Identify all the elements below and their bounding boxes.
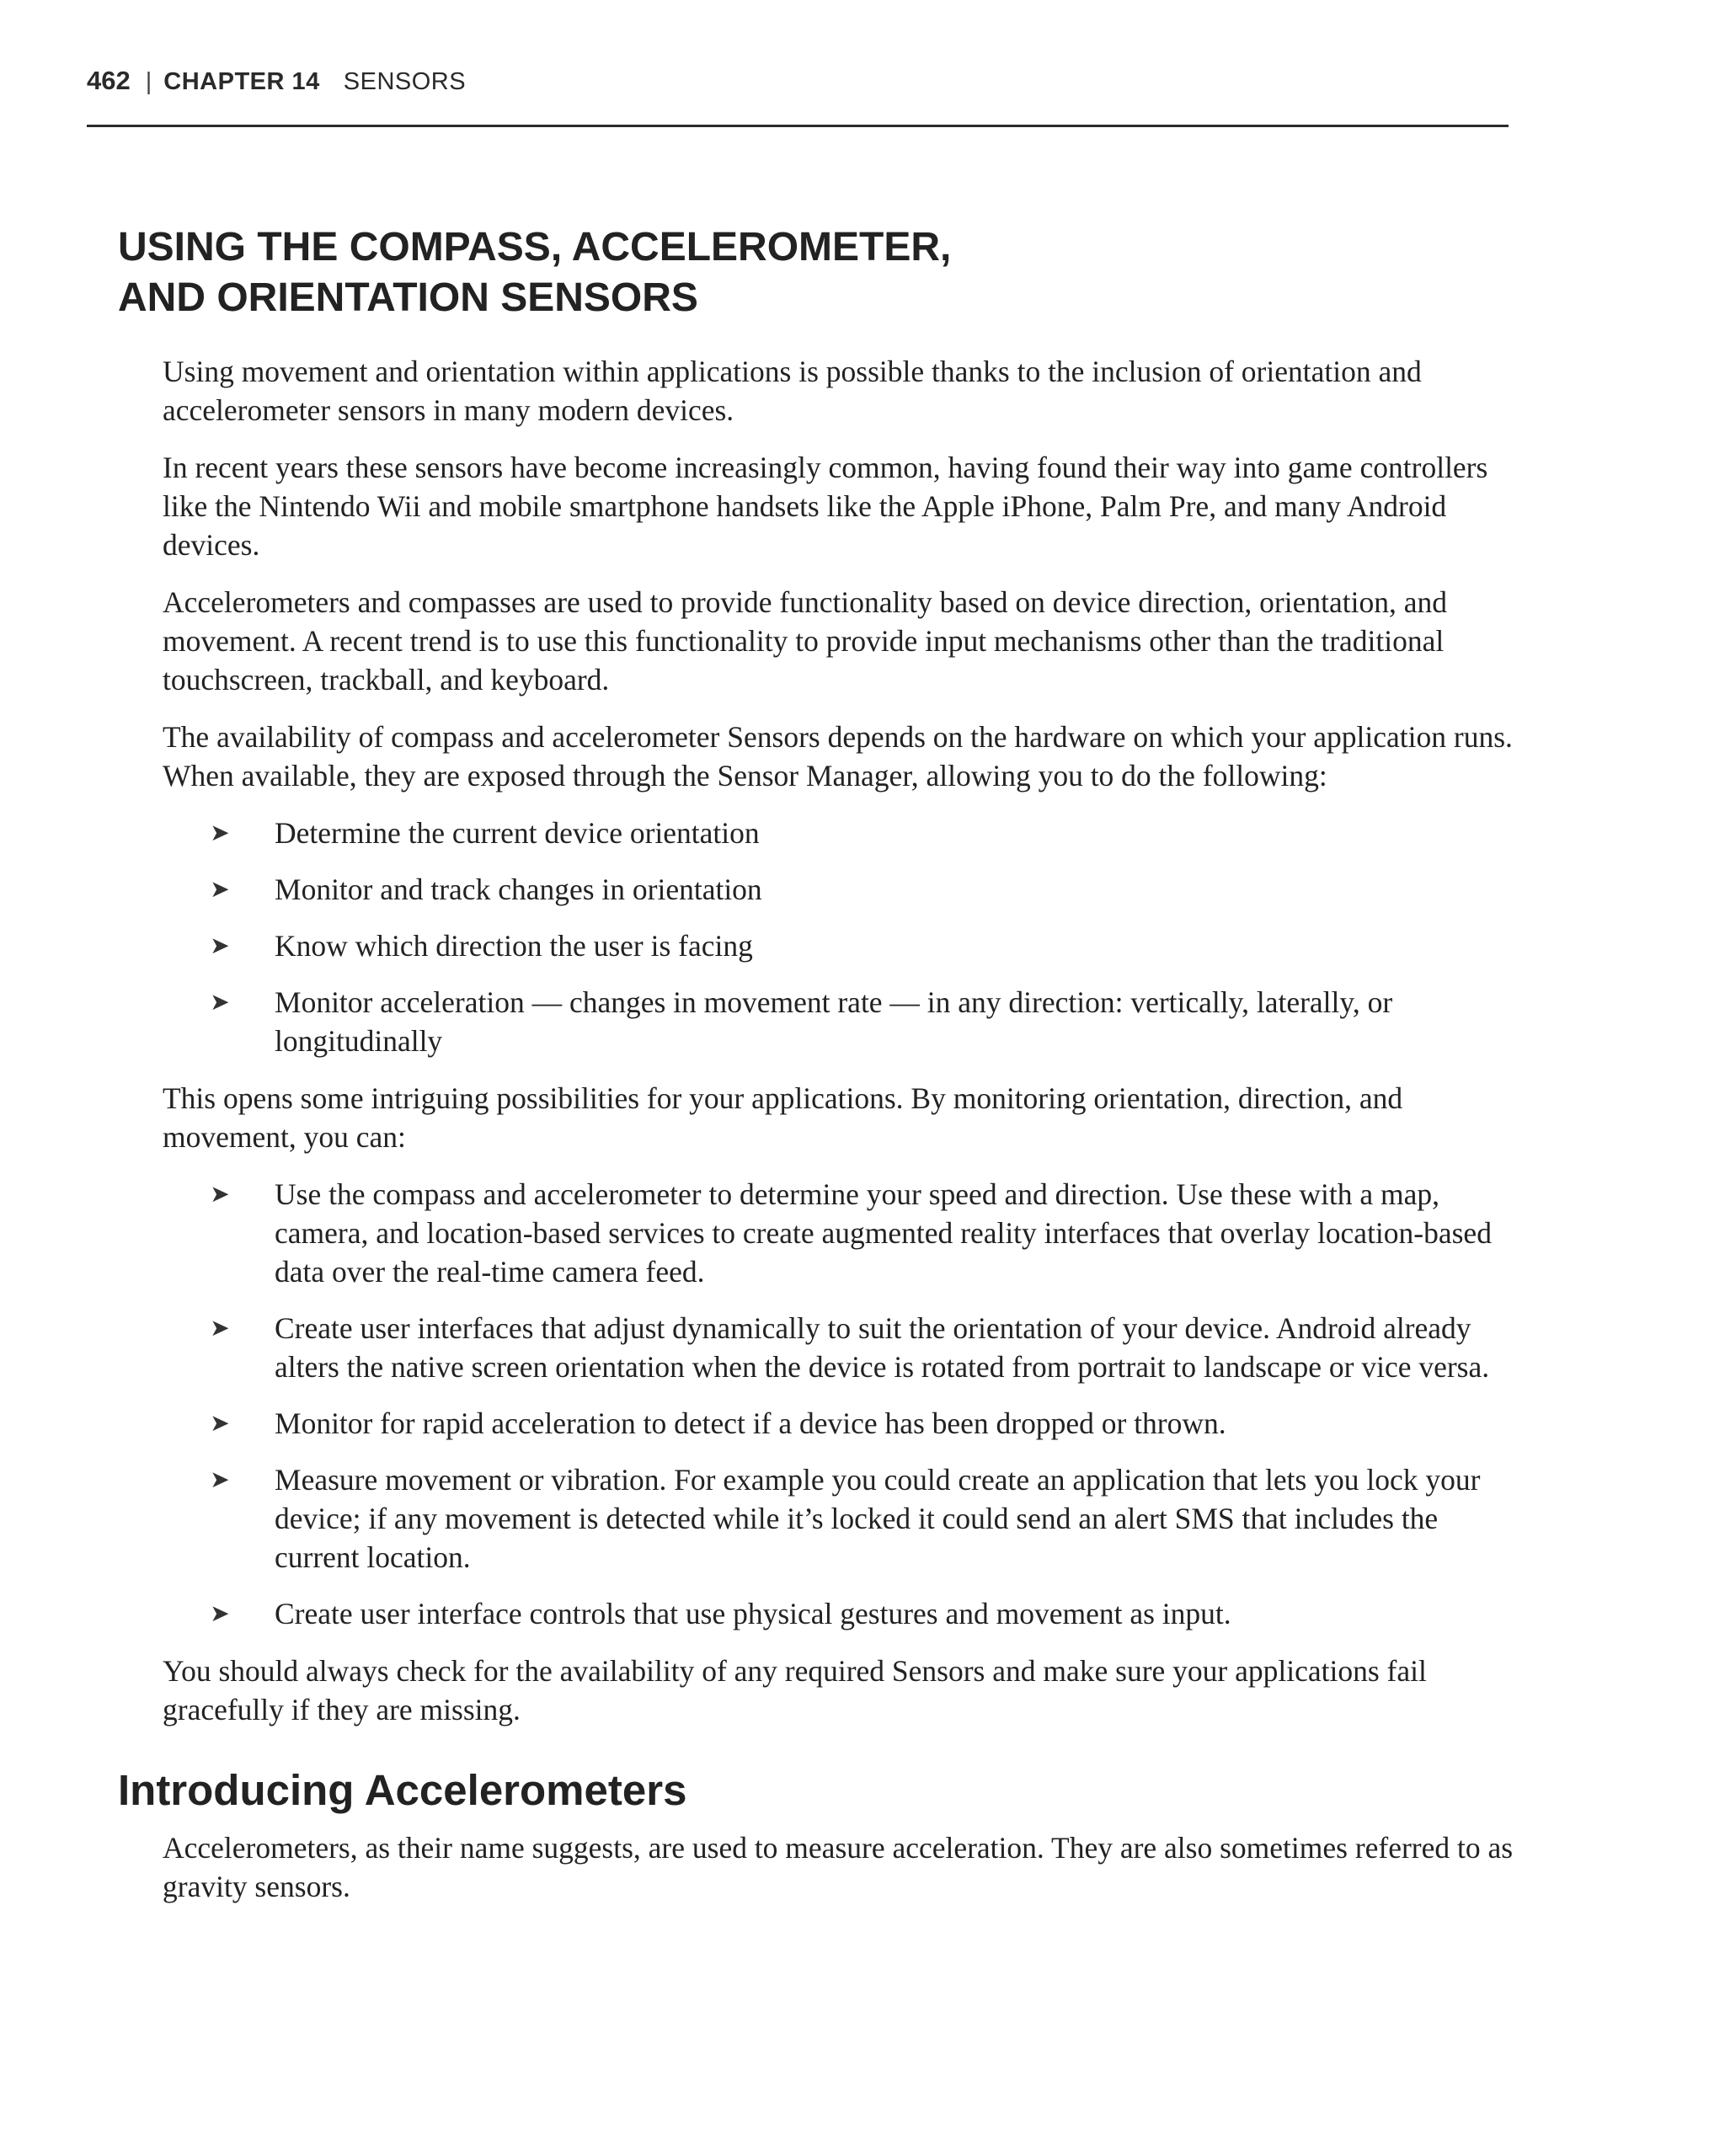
list-item bbox=[163, 1309, 1519, 1386]
list-item-text: Monitor for rapid acceleration to detect if a device has been dropped or thrown. bbox=[275, 1406, 1226, 1440]
arrow-bullet-icon: ➤ bbox=[210, 1314, 230, 1342]
list-item-text: Use the compass and accelerometer to determine your speed and direction. Use these with a map, camera, and location-based services to create augmented reality interfaces that overlay location-based data over the real-time camera feed. bbox=[275, 1177, 1492, 1289]
list-item-text: Monitor and track changes in orientation bbox=[275, 873, 762, 906]
list-item-text: Create user interfaces that adjust dynamically to suit the orientation of your device. Android already alters the native screen orientation when the device is rotated from portrait to landscape or vice versa. bbox=[275, 1311, 1490, 1384]
list-item-text: Monitor acceleration — changes in movement rate — in any direction: vertically, laterally, or longitudinally bbox=[275, 985, 1393, 1058]
list-item-text: Create user interface controls that use physical gestures and movement as input. bbox=[275, 1597, 1231, 1630]
capabilities-list bbox=[163, 814, 1519, 1060]
arrow-bullet-icon: ➤ bbox=[210, 931, 230, 959]
arrow-bullet-icon: ➤ bbox=[210, 1599, 230, 1627]
list-item bbox=[163, 1175, 1519, 1291]
paragraph: Accelerometers, as their name suggests, are used to measure acceleration. They are also sometimes referred to as gravity sensors. bbox=[163, 1831, 1514, 1903]
list-item bbox=[163, 983, 1519, 1060]
list-item-text: Determine the current device orientation bbox=[275, 816, 760, 850]
paragraph: You should always check for the availability of any required Sensors and make sure your applications fail gracefully if they are missing. bbox=[163, 1654, 1427, 1726]
section-label: SENSORS bbox=[343, 68, 467, 95]
page-number: 462 bbox=[87, 66, 131, 95]
arrow-bullet-icon: ➤ bbox=[210, 1409, 230, 1437]
list-item-text: Know which direction the user is facing bbox=[275, 929, 753, 963]
paragraph: Using movement and orientation within applications is possible thanks to the inclusion of orientation and accelerometer sensors in many modern devices. bbox=[163, 355, 1422, 427]
chapter-label: CHAPTER 14 bbox=[163, 68, 320, 95]
list-item bbox=[163, 1594, 1519, 1633]
list-item bbox=[163, 926, 1519, 965]
header-separator: | bbox=[145, 68, 152, 95]
running-head bbox=[87, 66, 1509, 96]
page-title bbox=[118, 222, 1466, 323]
page-title-line-1: USING THE COMPASS, ACCELEROMETER, bbox=[118, 225, 952, 270]
arrow-bullet-icon: ➤ bbox=[210, 819, 230, 846]
subsection-heading: Introducing Accelerometers bbox=[118, 1766, 687, 1814]
list-item bbox=[163, 1404, 1519, 1443]
arrow-bullet-icon: ➤ bbox=[210, 875, 230, 903]
list-item bbox=[163, 870, 1519, 909]
possibilities-list bbox=[163, 1175, 1519, 1633]
arrow-bullet-icon: ➤ bbox=[210, 988, 230, 1016]
body-text bbox=[118, 352, 1519, 1924]
list-item-text: Measure movement or vibration. For example you could create an application that lets you lock your device; if any movement is detected while it’s locked it could send an alert SMS that includes the current location. bbox=[275, 1463, 1481, 1574]
list-item bbox=[163, 814, 1519, 852]
paragraph: Accelerometers and compasses are used to provide functionality based on device direction, orientation, and movement. A recent trend is to use this functionality to provide input mechanisms other than the traditional touchscreen, trackball, and keyboard. bbox=[163, 585, 1447, 696]
arrow-bullet-icon: ➤ bbox=[210, 1180, 230, 1208]
list-item bbox=[163, 1460, 1519, 1577]
arrow-bullet-icon: ➤ bbox=[210, 1465, 230, 1493]
page-title-line-2: AND ORIENTATION SENSORS bbox=[118, 275, 698, 320]
paragraph: This opens some intriguing possibilities for your applications. By monitoring orientation, direction, and movement, you can: bbox=[163, 1081, 1403, 1154]
paragraph: The availability of compass and accelerometer Sensors depends on the hardware on which your application runs. When available, they are exposed through the Sensor Manager, allowing you to do the following: bbox=[163, 720, 1513, 792]
paragraph: In recent years these sensors have become increasingly common, having found their way into game controllers like the Nintendo Wii and mobile smartphone handsets like the Apple iPhone, Palm Pre, and many Android devices. bbox=[163, 451, 1488, 562]
header-rule bbox=[87, 125, 1509, 127]
